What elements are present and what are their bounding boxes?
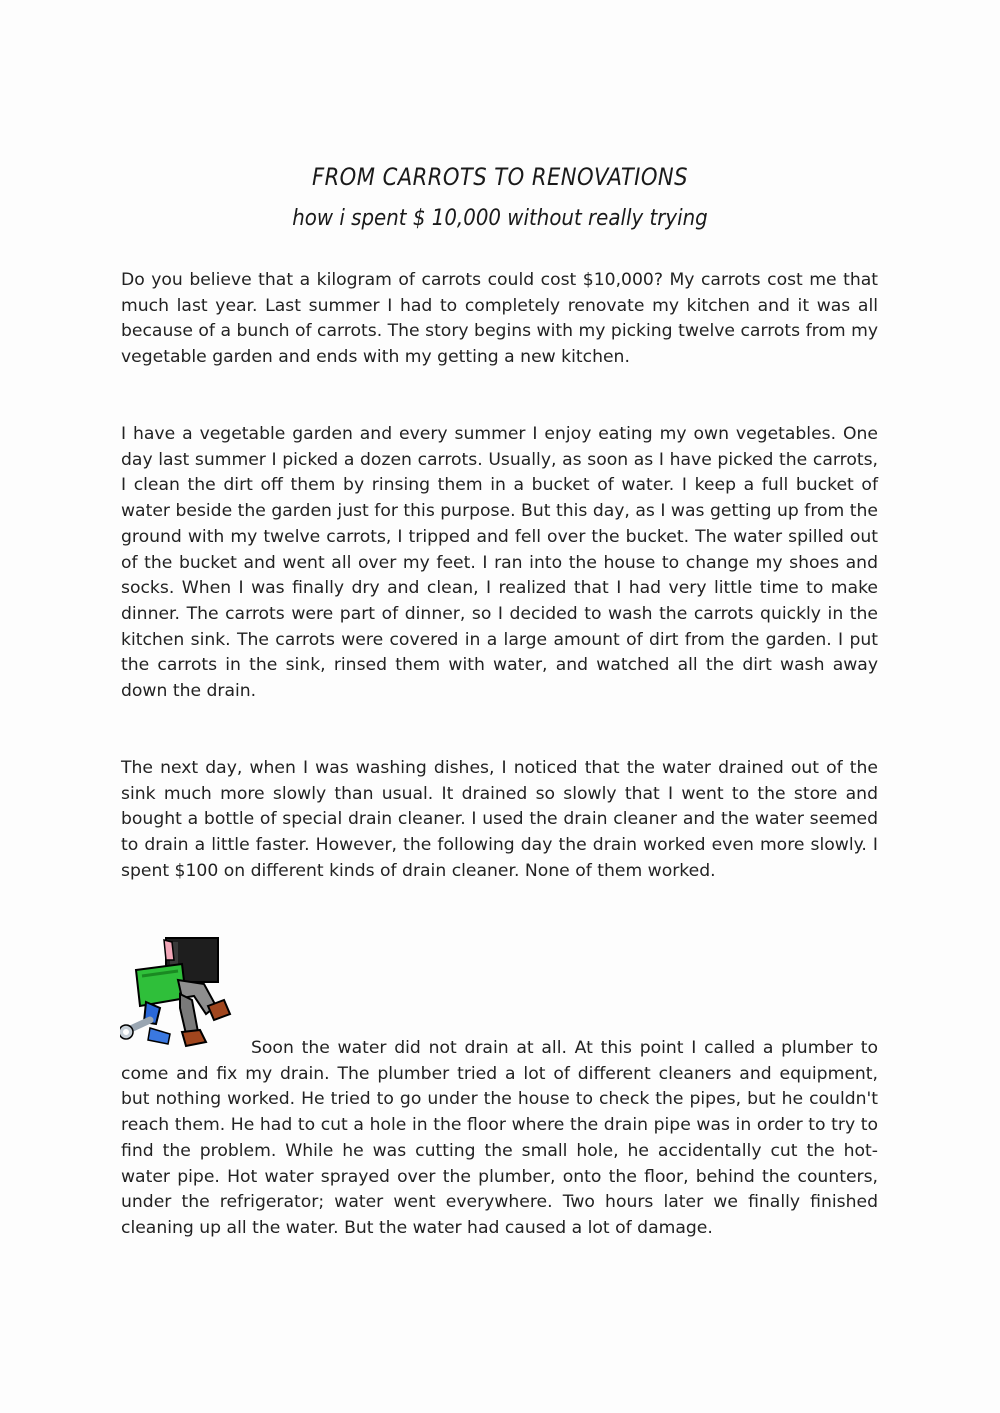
paragraph-1: Do you believe that a kilogram of carrots could cost $10,000? My carrots cost me that much last year. Last summer I had to completely renovate my kitchen and it was all because of a bunch of carrots. The story begins with my picking twelve carrots from my vegetable garden and ends with my getting a new kitchen.: [121, 270, 878, 368]
page-title: FROM CARROTS TO RENOVATIONS: [311, 163, 689, 191]
paragraph-2: I have a vegetable garden and every summer I enjoy eating my own vegetables. One day last summer I picked a dozen carrots. Usually, as soon as I have picked the carrots, I clean the dirt off them by rinsing them in a bucket of water. I keep a full bucket of water beside the garden just for this purpose. But this day, as I was getting up from the ground with my twelve carrots, I tripped and fell over the bucket. The water spilled out of the bucket and went all over my feet. I ran into the house to change my shoes and socks. When I was finally dry and clean, I realized that I had very little time to make dinner. The carrots were part of dinner, so I decided to wash the carrots quickly in the kitchen sink. The carrots were covered in a large amount of dirt from the garden. I put the carrots in the sink, rinsed them with water, and watched all the dirt wash away down the drain.: [121, 424, 878, 702]
page-subtitle: how i spent $ 10,000 without really trying: [292, 206, 708, 231]
paragraph-3: The next day, when I was washing dishes, I noticed that the water drained out of the sink much more slowly than usual. It drained so slowly that I went to the store and bought a bottle of special drain cleaner. I used the drain cleaner and the water seemed to drain a little faster. However, the following day the drain worked even more slowly. I spent $100 on different kinds of drain cleaner. None of them worked.: [121, 758, 878, 881]
paragraph-4: Soon the water did not drain at all. At this point I called a plumber to come and fix my drain. The plumber tried a lot of different cleaners and equipment, but nothing worked. He tried to go under the house to check the pipes, but he couldn't reach them. He had to cut a hole in the floor where the drain pipe was in order to try to find the problem. While he was cutting the small hole, he accidentally cut the hot-water pipe. Hot water sprayed over the plumber, onto the floor, behind the counters, under the refrigerator; water went everywhere. Two hours later we finally finished cleaning up all the water. But the water had caused a lot of damage.: [121, 1038, 878, 1238]
